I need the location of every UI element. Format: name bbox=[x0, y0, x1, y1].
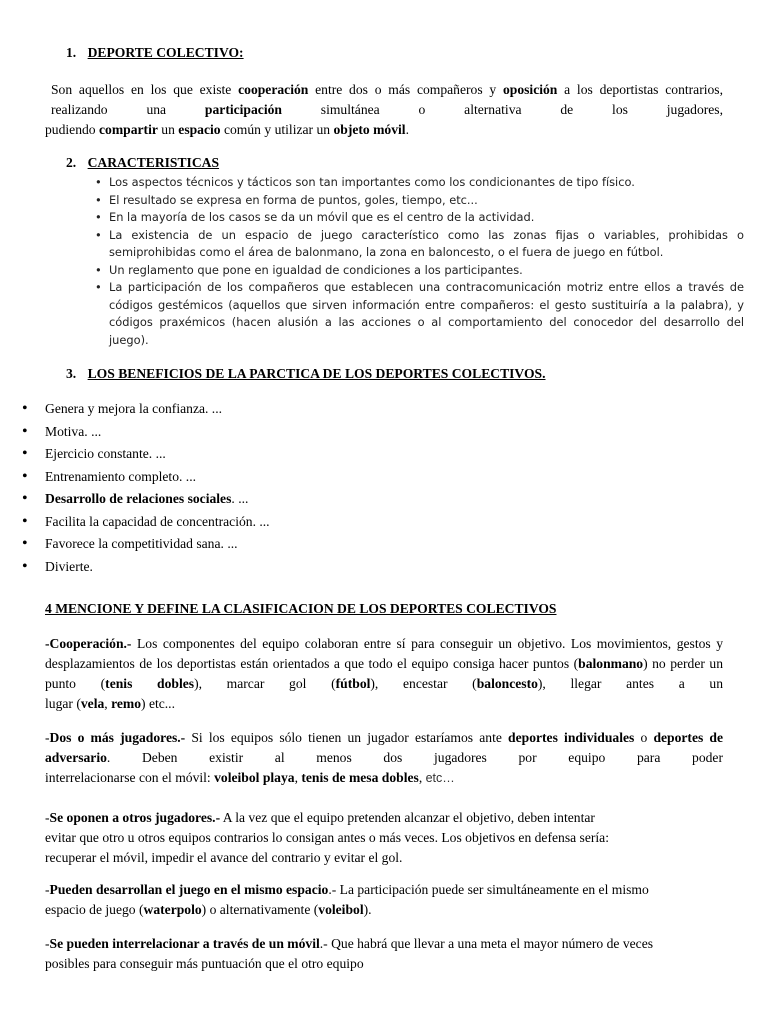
text-run: - bbox=[45, 936, 50, 951]
paragraph-line bbox=[45, 934, 745, 954]
text-run: - bbox=[45, 730, 50, 745]
bold-run: objeto móvil bbox=[333, 122, 406, 137]
list-item: • Favorece la competitividad sana. ... bbox=[22, 533, 622, 556]
bold-run: Dos o más jugadores.- bbox=[49, 730, 186, 745]
text-run: espacio de juego ( bbox=[45, 902, 144, 917]
bold-run: -Cooperación.- bbox=[45, 636, 132, 651]
list-item: • Motiva. ... bbox=[22, 421, 622, 444]
list-item: • Facilita la capacidad de concentración. ... bbox=[22, 511, 622, 534]
text-run: . Deben existir al menos dos jugadores por equipo para poder bbox=[106, 750, 723, 765]
bold-run: oposición bbox=[502, 82, 558, 97]
paragraph-justified-lines bbox=[45, 728, 723, 768]
text-run: común y utilizar un bbox=[220, 122, 334, 137]
benefits-list bbox=[22, 398, 622, 578]
bold-run: deportes de adversario bbox=[45, 730, 724, 765]
text-run: . ... bbox=[231, 491, 249, 506]
list-item: • El resultado se expresa en forma de puntos, goles, tiempo, etc... bbox=[93, 192, 744, 210]
section-3-title: LOS BENEFICIOS DE LA PARCTICA DE LOS DEPORTES COLECTIVOS. bbox=[87, 366, 546, 381]
bold-run: voleibol playa bbox=[214, 770, 295, 785]
list-item: • Ejercicio constante. ... bbox=[22, 443, 622, 466]
paragraph-se-oponen bbox=[45, 808, 745, 868]
bold-run: waterpolo bbox=[143, 902, 202, 917]
text-run: , bbox=[418, 770, 426, 785]
bold-run: fútbol bbox=[335, 676, 371, 691]
section-4-heading: 4 MENCIONE Y DEFINE LA CLASIFICACION DE LOS DEPORTES COLECTIVOS bbox=[45, 601, 557, 616]
text-run: ) etc... bbox=[141, 696, 175, 711]
section-1-paragraph bbox=[45, 80, 723, 140]
bold-run: Se oponen a otros jugadores.- bbox=[49, 810, 221, 825]
bold-run: tenis de mesa dobles bbox=[301, 770, 419, 785]
text-run: a los deportistas contrarios, realizando una bbox=[51, 82, 723, 117]
section-2-title: CARACTERISTICAS bbox=[87, 155, 220, 170]
characteristics-list-block bbox=[93, 174, 744, 349]
paragraph-interrelacionar-movil bbox=[45, 934, 745, 974]
paragraph-mismo-espacio bbox=[45, 880, 745, 920]
list-item: • Genera y mejora la confianza. ... bbox=[22, 398, 622, 421]
benefits-list-block bbox=[22, 398, 622, 578]
paragraph-justified-lines bbox=[45, 634, 723, 694]
text-run: Si los equipos sólo tienen un jugador estaríamos ante bbox=[185, 730, 509, 745]
text-run: ). bbox=[363, 902, 372, 917]
bold-run: voleibol bbox=[318, 902, 364, 917]
list-item: • Entrenamiento completo. ... bbox=[22, 466, 622, 489]
text-run: o bbox=[634, 730, 654, 745]
list-item: • La participación de los compañeros que establecen una contracomunicación motriz entre ellos a través de códigos gestémicos (aquellos que sirven información entre compañeros: el gesto sustituiría a la palabra), y códigos praxémicos (hacen alusión a las acciones o al comportamiento del conocedor del desarrollo del juego). bbox=[93, 279, 744, 349]
text-run: ), encestar ( bbox=[370, 676, 477, 691]
text-run: , bbox=[104, 696, 112, 711]
bold-run: participación bbox=[204, 102, 282, 117]
bold-run: Desarrollo de relaciones sociales bbox=[45, 491, 232, 506]
paragraph-last-line bbox=[45, 120, 723, 140]
paragraph-justified-lines bbox=[45, 80, 723, 120]
bold-run: cooperación bbox=[238, 82, 309, 97]
section-1-heading bbox=[66, 45, 244, 61]
bold-run: tenis dobles bbox=[105, 676, 195, 691]
list-item: • En la mayoría de los casos se da un móvil que es el centro de la actividad. bbox=[93, 209, 744, 227]
paragraph-cooperacion bbox=[45, 634, 723, 714]
text-run: lugar ( bbox=[45, 696, 81, 711]
text-run: entre dos o más compañeros y bbox=[308, 82, 503, 97]
text-run: interrelacionarse con el móvil: bbox=[45, 770, 215, 785]
text-run: Son aquellos en los que existe bbox=[51, 82, 239, 97]
paragraph-line: evitar que otro u otros equipos contrarios lo consigan antes o más veces. Los objetivos en defensa sería: bbox=[45, 830, 609, 845]
paragraph-last-line bbox=[45, 768, 723, 788]
text-run: ) no perder un punto ( bbox=[45, 656, 723, 691]
text-run: etc… bbox=[425, 771, 455, 785]
section-2-heading bbox=[66, 155, 219, 171]
paragraph-last-line bbox=[45, 694, 723, 714]
section-3-number: 3. bbox=[66, 366, 77, 381]
list-item: • Divierte. bbox=[22, 556, 622, 579]
paragraph-line: recuperar el móvil, impedir el avance del contrario y evitar el gol. bbox=[45, 850, 403, 865]
section-1-number: 1. bbox=[66, 45, 77, 60]
section-1-title: DEPORTE COLECTIVO: bbox=[87, 45, 244, 60]
section-2-number: 2. bbox=[66, 155, 77, 170]
text-run: ), llegar antes a un bbox=[537, 676, 724, 691]
list-item: • Los aspectos técnicos y tácticos son tan importantes como los condicionantes de tipo físico. bbox=[93, 174, 744, 192]
text-run: un bbox=[157, 122, 179, 137]
paragraph-line bbox=[45, 900, 745, 920]
list-item: • Un reglamento que pone en igualdad de condiciones a los participantes. bbox=[93, 262, 744, 280]
characteristics-list bbox=[93, 174, 744, 349]
text-run: ) o alternativamente ( bbox=[201, 902, 319, 917]
text-run: Los componentes del equipo colaboran entre sí para conseguir un objetivo. Los movimientos, gestos y desplazamientos de los deportistas están orientados a que todo el equipo consiga hacer puntos ( bbox=[45, 636, 723, 671]
paragraph-line: posibles para conseguir más puntuación que el otro equipo bbox=[45, 956, 364, 971]
text-run: - bbox=[45, 882, 50, 897]
text-run: - bbox=[45, 810, 50, 825]
bold-run: remo bbox=[111, 696, 142, 711]
bold-run: espacio bbox=[178, 122, 221, 137]
bold-run: vela bbox=[80, 696, 105, 711]
list-item: • La existencia de un espacio de juego característico como las zonas fijas o variables, prohibidas o semiprohibidas como el área de balonmano, la zona en baloncesto, o el fuera de juego en fútbol. bbox=[93, 227, 744, 262]
text-run: ), marcar gol ( bbox=[194, 676, 336, 691]
text-run: .- Que habrá que llevar a una meta el mayor número de veces bbox=[319, 936, 654, 951]
list-item bbox=[22, 488, 622, 511]
text-run: .- La participación puede ser simultáneamente en el mismo bbox=[328, 882, 649, 897]
text-run: . bbox=[405, 122, 409, 137]
paragraph-line bbox=[45, 880, 745, 900]
text-run: A la vez que el equipo pretenden alcanzar el objetivo, deben intentar bbox=[220, 810, 595, 825]
text-run: pudiendo bbox=[45, 122, 99, 137]
bold-run: Pueden desarrollan el juego en el mismo espacio bbox=[49, 882, 329, 897]
paragraph-line bbox=[45, 808, 745, 828]
bold-run: Se pueden interrelacionar a través de un móvil bbox=[49, 936, 320, 951]
bold-run: deportes individuales bbox=[508, 730, 635, 745]
bold-run: balonmano bbox=[578, 656, 644, 671]
section-3-heading bbox=[66, 366, 546, 382]
bold-run: baloncesto bbox=[476, 676, 538, 691]
text-run: , bbox=[294, 770, 302, 785]
paragraph-dos-o-mas-jugadores bbox=[45, 728, 723, 788]
text-run: simultánea o alternativa de los jugadores, bbox=[281, 102, 723, 117]
bold-run: compartir bbox=[99, 122, 158, 137]
